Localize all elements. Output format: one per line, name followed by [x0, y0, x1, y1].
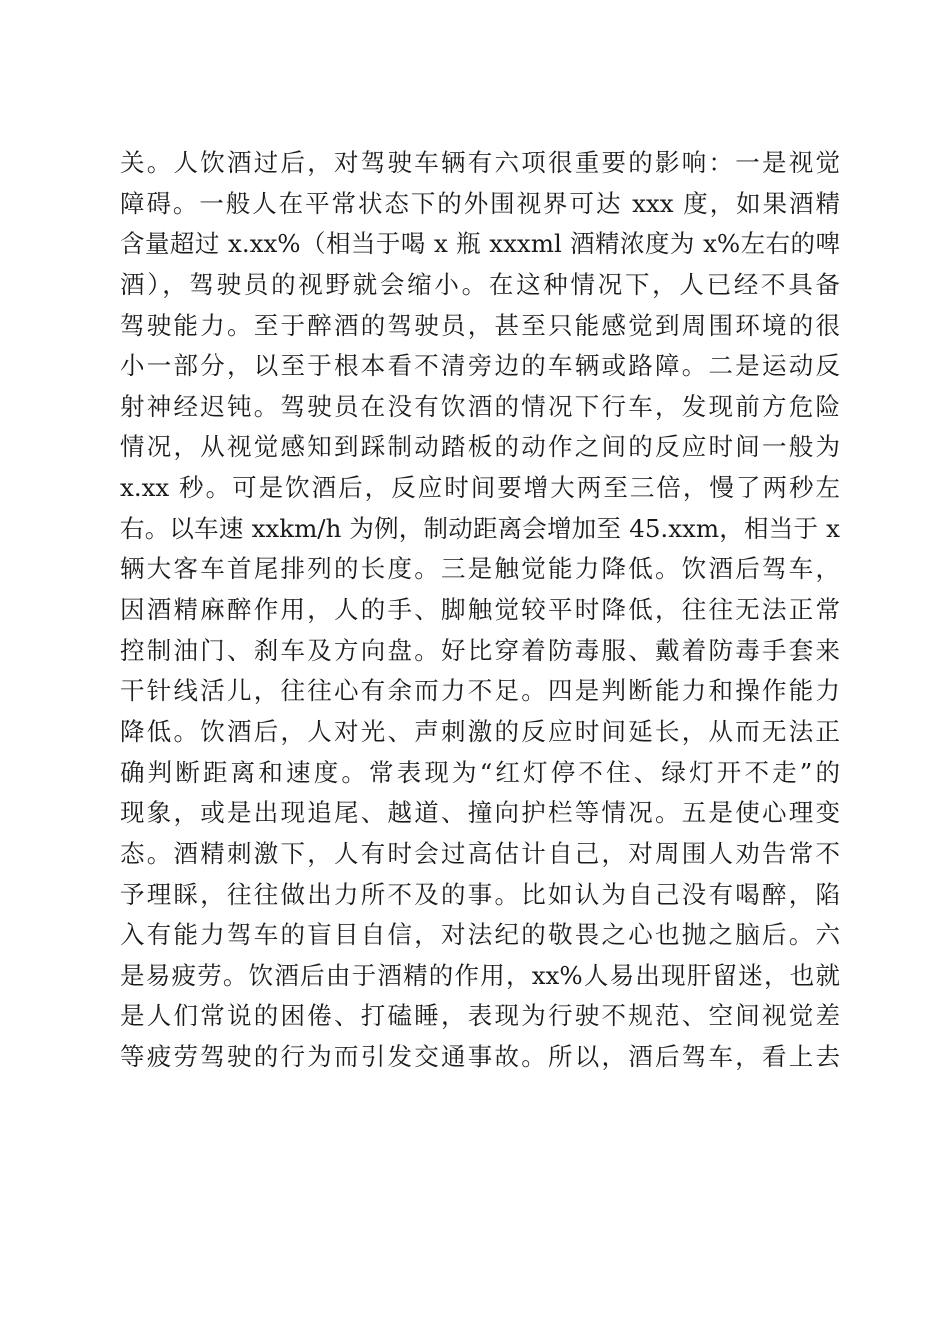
text-line: 右。以车速 xxkm/h 为例，制动距离会增加至 45.xxm，相当于 x	[120, 513, 840, 543]
text-line: 等疲劳驾驶的行为而引发交通事故。所以，酒后驾车，看上去	[120, 1042, 840, 1072]
text-line: 含量超过 x.xx%（相当于喝 x 瓶 xxxml 酒精浓度为 x%左右的啤	[120, 229, 840, 259]
text-line: 因酒精麻醉作用，人的手、脚触觉较平时降低，往往无法正常	[120, 595, 840, 625]
text-line: 予理睬，往往做出力所不及的事。比如认为自己没有喝醉，陷	[120, 879, 840, 909]
text-line: 射神经迟钝。驾驶员在没有饮酒的情况下行车，发现前方危险	[120, 391, 840, 421]
text-line: 是易疲劳。饮酒后由于酒精的作用，xx%人易出现肝留迷，也就	[120, 960, 840, 990]
text-line: 关。人饮酒过后，对驾驶车辆有六项很重要的影响：一是视觉	[120, 148, 840, 177]
text-line: x.xx 秒。可是饮酒后，反应时间要增大两至三倍，慢了两秒左	[120, 473, 840, 503]
text-line: 是人们常说的困倦、打磕睡，表现为行驶不规范、空间视觉差	[120, 1001, 840, 1031]
text-line: 态。酒精刺激下，人有时会过高估计自己，对周围人劝告常不	[120, 838, 840, 868]
text-line: 降低。饮酒后，人对光、声刺激的反应时间延长，从而无法正	[120, 716, 840, 746]
text-line: 入有能力驾车的盲目自信，对法纪的敬畏之心也抛之脑后。六	[120, 920, 840, 950]
body-text	[120, 143, 840, 1078]
text-line: 小一部分，以至于根本看不清旁边的车辆或路障。二是运动反	[120, 351, 840, 381]
text-line: 障碍。一般人在平常状态下的外围视界可达 xxx 度，如果酒精	[120, 188, 840, 218]
text-line: 控制油门、刹车及方向盘。好比穿着防毒服、戴着防毒手套来	[120, 635, 840, 665]
text-line: 情况，从视觉感知到踩制动踏板的动作之间的反应时间一般为	[120, 432, 840, 462]
text-line: 辆大客车首尾排列的长度。三是触觉能力降低。饮酒后驾车，	[120, 554, 840, 584]
text-line: 酒），驾驶员的视野就会缩小。在这种情况下，人已经不具备	[120, 269, 840, 299]
text-line: 驾驶能力。至于醉酒的驾驶员，甚至只能感觉到周围环境的很	[120, 310, 840, 340]
text-line: 干针线活儿，往往心有余而力不足。四是判断能力和操作能力	[120, 676, 840, 706]
text-line: 现象，或是出现追尾、越道、撞向护栏等情况。五是使心理变	[120, 798, 840, 828]
text-line: 确判断距离和速度。常表现为“红灯停不住、绿灯开不走”的	[120, 757, 840, 787]
